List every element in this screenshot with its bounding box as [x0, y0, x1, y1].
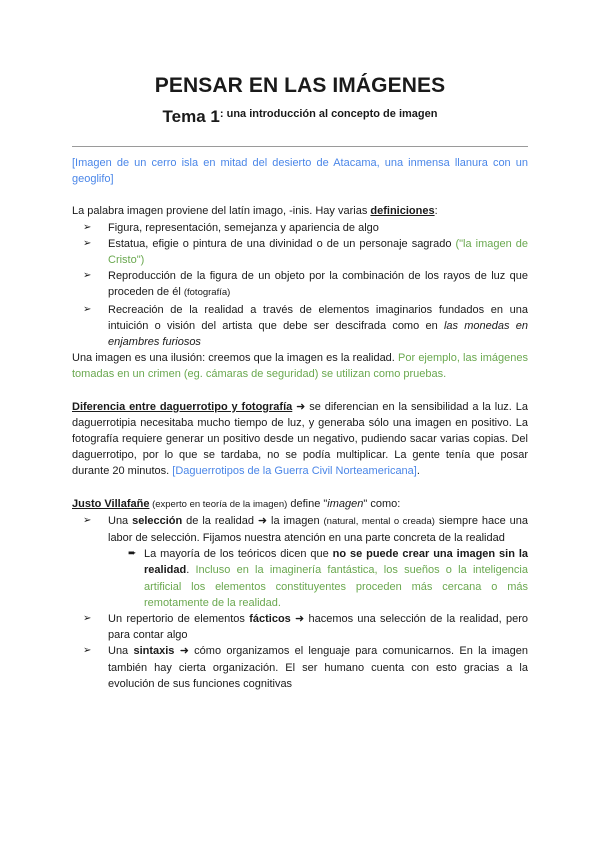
- villafane-paragraph: Justo Villafañe (experto en teoría de la imagen) define "imagen" como:: [72, 497, 401, 510]
- list-item: ➢ Estatua, efigie o pintura de una divinidad o de un personaje sagrado ("la imagen de Cristo"): [83, 237, 528, 267]
- list-item: ➢ Una sintaxis ➜ cómo organizamos el lenguaje para comunicarnos. En la imagen también hay cierta organización. El ser humano cuenta con esto gracias a la evolución de sus funciones cognitivas: [83, 645, 528, 690]
- arrow-bullet-icon: ➢: [83, 303, 92, 315]
- subtitle: [72, 104, 528, 132]
- subtitle-rest: : una introducción al concepto de imagen: [219, 108, 438, 120]
- daguerrotype-paragraph: Diferencia entre daguerrotipo y fotografía ➜ se diferencian en la sensibilidad a la luz. La daguerrotipia necesitaba mucho tiempo de luz, y generaba sólo una imagen en positivo. La fotografía requiere generar un positivo desde un negativo, pudiendo sacar varias copias. Del daguerrotipo, por lo que se tardaba, no se podía multiplicar. La gente tenía que posar durante 20 minutos. [Daguerrotipos de la Guerra Civil Norteamericana].: [72, 400, 528, 478]
- arrow-bullet-icon: ➢: [83, 270, 92, 282]
- list-item: ➢ Figura, representación, semejanza y apariencia de algo: [72, 220, 528, 236]
- sub-list: [108, 546, 528, 611]
- arrow-bullet-icon: ➢: [83, 514, 92, 526]
- list-item: ➢ Recreación de la realidad a través de elementos imaginarios fundados en una intuición o visión del artista que debe ser descifrada como en las monedas en enjambres furiosos: [83, 303, 528, 349]
- daguerrotype-heading: Diferencia entre daguerrotipo y fotografía: [72, 400, 293, 413]
- arrow-bullet-icon: ➢: [83, 613, 92, 625]
- list-item: ➢ Un repertorio de elementos fácticos ➜ hacemos una selección de la realidad, pero para contar algo: [83, 613, 528, 642]
- document-page: [72, 70, 528, 692]
- arrow-bullet-icon: ➢: [83, 645, 92, 657]
- list-item: ➢ Una selección de la realidad ➜ la imagen (natural, mental o creada) siempre hace una labor de selección. Fijamos nuestra atención en una parte concreta de la realidad ➨ La mayoría de los teóricos dicen que no se puede crear una imagen sin la realidad. Incluso en la imaginería fantástica, los sueños o la inteligencia artificial los elementos constituyentes proceden más cercana o más remotamente de la realidad.: [72, 513, 528, 611]
- definitions-list: [72, 220, 528, 351]
- arrow-bullet-icon: ➢: [83, 237, 92, 249]
- arrow-bullet-icon: ➢: [83, 221, 92, 233]
- illusion-paragraph: Una imagen es una ilusión: creemos que la imagen es la realidad. Por ejemplo, las imágenes tomadas en un crimen (eg. cámaras de seguridad) se utilizan como pruebas.: [72, 352, 528, 381]
- image-note: [Imagen de un cerro isla en mitad del desierto de Atacama, una inmensa llanura con un geoglifo]: [72, 157, 528, 186]
- villafane-list: [72, 513, 528, 692]
- villafane-name: Justo Villafañe: [72, 497, 150, 510]
- intro-definitions: definiciones: [370, 205, 435, 218]
- intro-paragraph: La palabra imagen proviene del latín imago, -inis. Hay varias definiciones:: [72, 205, 438, 218]
- intro-text: La palabra imagen proviene del latín imago, -inis. Hay varias: [72, 205, 371, 218]
- list-item: ➢ Reproducción de la figura de un objeto por la combinación de los rayos de luz que proceden de él (fotografía): [83, 270, 528, 299]
- page-title: PENSAR EN LAS IMÁGENES: [154, 74, 446, 97]
- divider: [72, 146, 528, 147]
- sub-list-item: ➨ La mayoría de los teóricos dicen que no se puede crear una imagen sin la realidad. Incluso en la imaginería fantástica, los sueños o la inteligencia artificial los elementos constituyentes proceden más cercana o más remotamente de la realidad.: [128, 548, 528, 609]
- arrow-bullet-icon: ➨: [128, 548, 137, 560]
- subtitle-main: Tema 1: [162, 107, 220, 126]
